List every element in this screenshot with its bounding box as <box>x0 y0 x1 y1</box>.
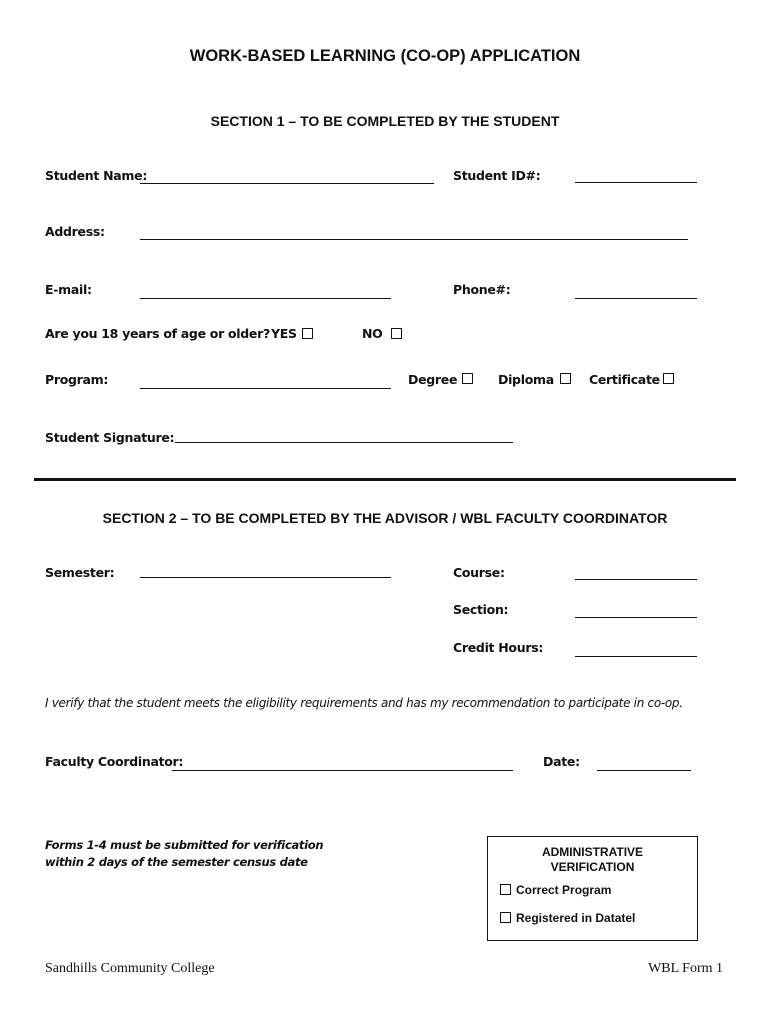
section-divider <box>34 478 736 481</box>
footer-college: Sandhills Community College <box>45 961 215 976</box>
admin-verification-title <box>488 845 697 875</box>
registered-item <box>500 911 635 925</box>
forms-note-line1: Forms 1-4 must be submitted for verification <box>45 838 324 852</box>
signature-field[interactable] <box>175 442 513 443</box>
certificate-label: Certificate <box>589 372 660 387</box>
section-label: Section: <box>453 602 509 617</box>
faculty-coordinator-label: Faculty Coordinator: <box>45 754 184 769</box>
section-field[interactable] <box>575 617 697 618</box>
date-label: Date: <box>543 754 580 769</box>
email-label: E-mail: <box>45 282 92 297</box>
registered-label: Registered in Datatel <box>516 911 636 925</box>
admin-title-line2: VERIFICATION <box>550 860 635 874</box>
course-label: Course: <box>453 565 505 580</box>
yes-label: YES <box>271 326 297 341</box>
age-question: Are you 18 years of age or older? <box>45 326 270 341</box>
registered-checkbox[interactable] <box>500 912 511 923</box>
section2-title: SECTION 2 – TO BE COMPLETED BY THE ADVISOR / WBL FACULTY COORDINATOR <box>102 510 668 526</box>
faculty-coordinator-field[interactable] <box>172 770 513 771</box>
date-field[interactable] <box>597 770 691 771</box>
email-field[interactable] <box>140 298 391 299</box>
certificate-checkbox[interactable] <box>663 373 674 384</box>
signature-label: Student Signature: <box>45 430 175 445</box>
program-field[interactable] <box>140 388 391 389</box>
section1-title: SECTION 1 – TO BE COMPLETED BY THE STUDENT <box>210 113 560 129</box>
forms-note-line2: within 2 days of the semester census date <box>45 855 308 869</box>
semester-label: Semester: <box>45 565 115 580</box>
phone-field[interactable] <box>575 298 697 299</box>
correct-program-item <box>500 883 611 897</box>
forms-note <box>45 837 323 871</box>
student-id-label: Student ID#: <box>453 168 541 183</box>
admin-verification-box <box>487 836 698 941</box>
address-label: Address: <box>45 224 105 239</box>
student-id-field[interactable] <box>575 182 697 183</box>
admin-title-line1: ADMINISTRATIVE <box>541 845 644 859</box>
correct-program-label: Correct Program <box>516 883 612 897</box>
credit-hours-label: Credit Hours: <box>453 640 544 655</box>
form-title: WORK-BASED LEARNING (CO-OP) APPLICATION <box>189 47 581 65</box>
diploma-checkbox[interactable] <box>560 373 571 384</box>
student-name-label: Student Name: <box>45 168 148 183</box>
student-name-field[interactable] <box>140 183 434 184</box>
credit-hours-field[interactable] <box>575 656 697 657</box>
address-field[interactable] <box>140 239 688 240</box>
phone-label: Phone#: <box>453 282 511 297</box>
verification-statement: I verify that the student meets the eligibility requirements and has my recommendation to participate in co-op. <box>45 696 683 710</box>
footer-form-number: WBL Form 1 <box>648 961 723 976</box>
correct-program-checkbox[interactable] <box>500 884 511 895</box>
semester-field[interactable] <box>140 577 391 578</box>
no-label: NO <box>362 326 383 341</box>
degree-checkbox[interactable] <box>462 373 473 384</box>
yes-checkbox[interactable] <box>302 328 313 339</box>
program-label: Program: <box>45 372 109 387</box>
course-field[interactable] <box>575 579 697 580</box>
no-checkbox[interactable] <box>391 328 402 339</box>
diploma-label: Diploma <box>498 372 554 387</box>
degree-label: Degree <box>408 372 458 387</box>
